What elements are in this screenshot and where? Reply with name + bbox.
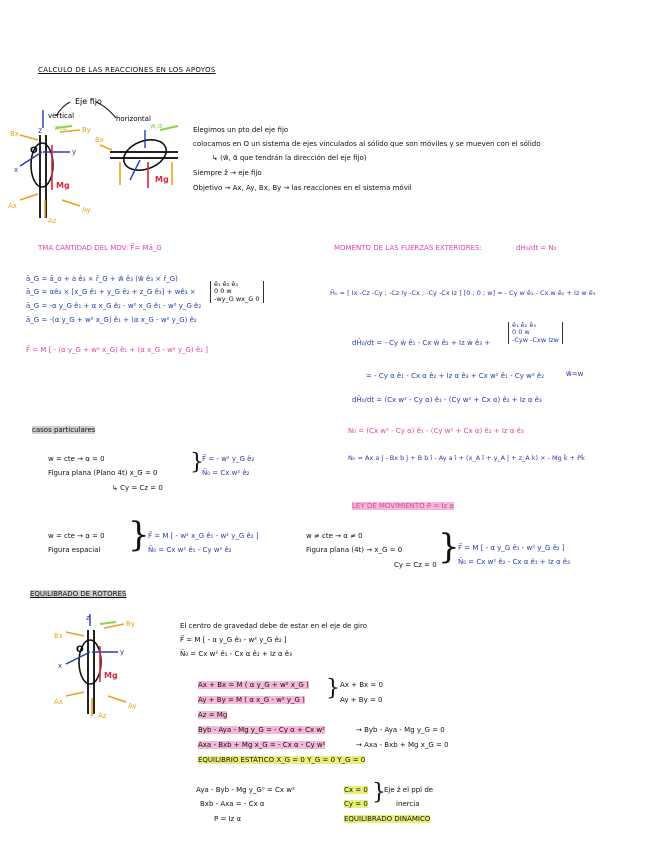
horizontal-label: horizontal xyxy=(116,115,151,123)
equilibrado-dinamico: EQUILIBRADO DINÁMICO xyxy=(344,815,431,823)
caso2-line-2: Figura espacial xyxy=(48,546,101,554)
eq-brace: } xyxy=(326,676,340,701)
svg-text:z: z xyxy=(38,126,43,135)
eq-line-2: F⃗ = M [ - α y_G ê₁ - w² y_G ê₂ ] xyxy=(180,636,287,644)
caso3-line-3: Cy = Cz = 0 xyxy=(394,561,437,569)
vertical-label: vertical xyxy=(48,112,75,120)
eq-right-2: Ay + By = 0 xyxy=(340,696,383,704)
final-right-1: Cx = 0 xyxy=(344,786,368,794)
intro-line-3: ↳ (w⃗, α⃗ que tendrán la dirección del eje fijo) xyxy=(212,154,367,162)
caso1-line-3: ↳ Cy = Cz = 0 xyxy=(112,484,163,492)
final-line-1: Aya - Byb - Mg y_G⁰ = Cx w² xyxy=(196,786,295,794)
tma-line-1: ā_G = ā_o + ȧ ê₃ × r̄_G + w⃗ ê₃ (w⃗ ê₃ × r̄_G) xyxy=(26,275,178,283)
ley-movimiento-title: LEY DE MOVIMIENTO P = Iz α xyxy=(352,502,455,510)
mom-line-3: = - Cy α ê₁ - Cx α ê₂ + Iz α ê₃ + Cx w² ê₁ - Cy w² ê₂ xyxy=(366,372,545,380)
caso1-line-2: Figura plana (Plano 4t) x_G = 0 xyxy=(48,469,158,477)
mom-ww: w⃗=w xyxy=(566,370,584,378)
final-brace: } xyxy=(372,780,386,805)
tma-title: TMA CANTIDAD DEL MOV: F⃗= Mā_G xyxy=(38,244,162,252)
svg-text:Az: Az xyxy=(48,217,57,225)
mom-line-2: dH̄₀/dt = - Cy ẇ ê₁ - Cx ẇ ê₂ + Iz ẇ ê₃ + xyxy=(352,339,491,347)
final-right-2: Cy = 0 xyxy=(344,800,368,808)
tma-line-2: ā_G = αê₃ × [x_G ê₁ + y_G ê₂ + z_G ê₃] + wê₃ × xyxy=(26,288,196,296)
tma-determinant: ê₁ ê₂ ê₃ 0 0 w -wy_G wx_G 0 xyxy=(210,281,264,303)
svg-text:O: O xyxy=(30,146,38,156)
caso2-res-1: F⃗ = M [ - w² x_G ê₁ - w² y_G ê₂ ] xyxy=(148,532,259,540)
caso1-res-2: N̄₀ = Cx w² ê₂ xyxy=(202,469,250,477)
svg-text:Mg: Mg xyxy=(56,181,70,190)
svg-text:By: By xyxy=(126,620,135,628)
svg-text:y: y xyxy=(72,148,77,156)
svg-text:Mg: Mg xyxy=(155,175,169,184)
mom-determinant: ê₁ ê₂ ê₃ 0 0 w -Cyw -Cxw Izw xyxy=(508,322,563,344)
caso1-res-1: F⃗ = - w² y_G ê₂ xyxy=(202,455,255,463)
eq-right2-1: → Byb - Aya - Mg y_G = 0 xyxy=(356,726,445,734)
final-line-2: Bxb - Axa = - Cx α xyxy=(200,800,265,808)
svg-text:w,α: w,α xyxy=(150,122,163,130)
eq-hl-3: Az = Mg xyxy=(198,711,228,719)
casos-title: casos particulares xyxy=(32,426,96,434)
caso1-brace: } xyxy=(190,450,204,475)
tma-force-equation: F⃗ = M [ - (α y_G + w² x_G) ê₁ + (α x_G - w² y_G) ê₂ ] xyxy=(26,346,208,354)
svg-text:y: y xyxy=(120,648,125,656)
svg-text:Ay: Ay xyxy=(82,206,91,214)
caso1-line-1: w = cte → α = 0 xyxy=(48,455,105,463)
equilibrado-title: EQUILIBRADO DE ROTORES xyxy=(30,590,127,598)
svg-text:Ay: Ay xyxy=(128,702,137,710)
intro-line-1: Elegimos un pto del eje fijo xyxy=(193,126,289,134)
svg-text:O: O xyxy=(76,645,84,655)
caso2-res-2: N̄₀ = Cx w² ê₁ - Cy w² ê₂ xyxy=(148,546,232,554)
final-note-1: Eje ẑ el ppl de xyxy=(384,786,434,794)
equilibrio-estatico: EQUILIBRIO ESTÁTICO X_G = 0 Y_G = 0 Y_G = 0 xyxy=(198,756,366,764)
eq-hl-2: Ay + By = M ( α x_G - w² y_G ) xyxy=(198,696,305,704)
svg-text:Ax: Ax xyxy=(8,202,17,210)
svg-text:Az: Az xyxy=(98,712,107,720)
svg-text:z: z xyxy=(86,614,90,622)
svg-text:Bx: Bx xyxy=(54,632,63,640)
rotor-figure-1 xyxy=(0,90,190,230)
intro-line-4: Siempre ẑ → eje fijo xyxy=(193,169,262,177)
mom-line-4: dH̄₀/dt = (Cx w² - Cy α) ê₁ - (Cy w² + Cx α) ê₂ + Iz α ê₃ xyxy=(352,396,542,404)
tma-line-3: ā_G = -α y_G ê₁ + α x_G ê₂ - w² x_G ê₁ - w² y_G ê₂ xyxy=(26,302,202,310)
caso3-res-2: N̄₀ = Cx w² ê₂ - Cx α ê₁ + Iz α ê₃ xyxy=(458,558,570,566)
mom-title: MOMENTO DE LAS FUERZAS EXTERIORES: xyxy=(334,244,482,252)
svg-text:w,α: w,α xyxy=(54,124,67,132)
intro-line-5: Objetivo → Ax, Ay, Bx, By → las reacciones en el sistema móvil xyxy=(193,184,412,192)
eq-right-1: Ax + Bx = 0 xyxy=(340,681,383,689)
mom-line-1: H̄₀ = [ Ix -Cz -Cy ; -Cz Iy -Cx ; -Cy -Cx Iz ] [0 ; 0 ; w] = - Cy w ê₁ - Cx w ê₂ + Iz w ê₃ xyxy=(330,289,596,297)
final-note-2: inercia xyxy=(396,800,420,808)
mom-rhs: dH₀/dt = N₀ xyxy=(516,244,557,252)
eq-hl-1: Ax + Bx = M ( α y_G + w² x_G ) xyxy=(198,681,309,689)
intro-line-2: colocamos en O un sistema de ejes vinculados al sólido que son móviles y se mueven con el sólido xyxy=(193,140,541,148)
svg-text:x: x xyxy=(58,662,63,670)
eq-hl-5: Axa - Bxb + Mg x_G = - Cx α - Cy w² xyxy=(198,741,326,749)
svg-text:Ax: Ax xyxy=(54,698,63,706)
caso2-brace: } xyxy=(128,515,150,555)
caso2-line-1: w = cte → α = 0 xyxy=(48,532,105,540)
final-line-3: P = Iz α xyxy=(214,815,242,823)
svg-text:x: x xyxy=(14,166,19,174)
svg-text:Bx: Bx xyxy=(10,130,19,138)
caso3-line-2: Figura plana (4t) → x_G = 0 xyxy=(306,546,403,554)
svg-text:Bx: Bx xyxy=(95,136,104,144)
eje-fijo-label: Eje fijo xyxy=(75,97,102,106)
caso3-brace: } xyxy=(438,527,460,567)
rotor-figure-2 xyxy=(40,612,170,722)
eq-right2-2: → Axa - Bxb + Mg x_G = 0 xyxy=(356,741,449,749)
vertical-rotor xyxy=(20,110,80,218)
eq-hl-4: Byb - Aya - Mg y_G = - Cy α + Cx w² xyxy=(198,726,325,734)
page-title: CALCULO DE LAS REACCIONES EN LOS APOYOS xyxy=(38,66,216,74)
eq-line-3: N̄₀ = Cx w² ê₁ - Cx α ê₂ + Iz α ê₃ xyxy=(180,650,292,658)
n-line-2: N₀ = Ax a ĵ - Bx b ĵ + B b î - Ay a î + (x_A î + y_A ĵ + z_A k) × - Mg k̂ + Pk̂ xyxy=(348,454,585,462)
caso3-line-1: w ≠ cte → α ≠ 0 xyxy=(306,532,363,540)
svg-text:By: By xyxy=(82,126,91,134)
eq-line-1: El centro de gravedad debe de estar en el eje de giro xyxy=(180,622,367,630)
tma-line-4: ā_G = -(α y_G + w² x_G) ê₁ + (α x_G - w² y_G) ê₂ xyxy=(26,316,197,324)
n-line-1: N₀ = (Cx w² - Cy α) ê₁ - (Cy w² + Cx α) ê₂ + Iz α ê₃ xyxy=(348,427,524,435)
svg-text:Mg: Mg xyxy=(104,671,118,680)
caso3-res-1: F⃗ = M [ - α y_G ê₁ - w² y_G ê₂ ] xyxy=(458,544,565,552)
